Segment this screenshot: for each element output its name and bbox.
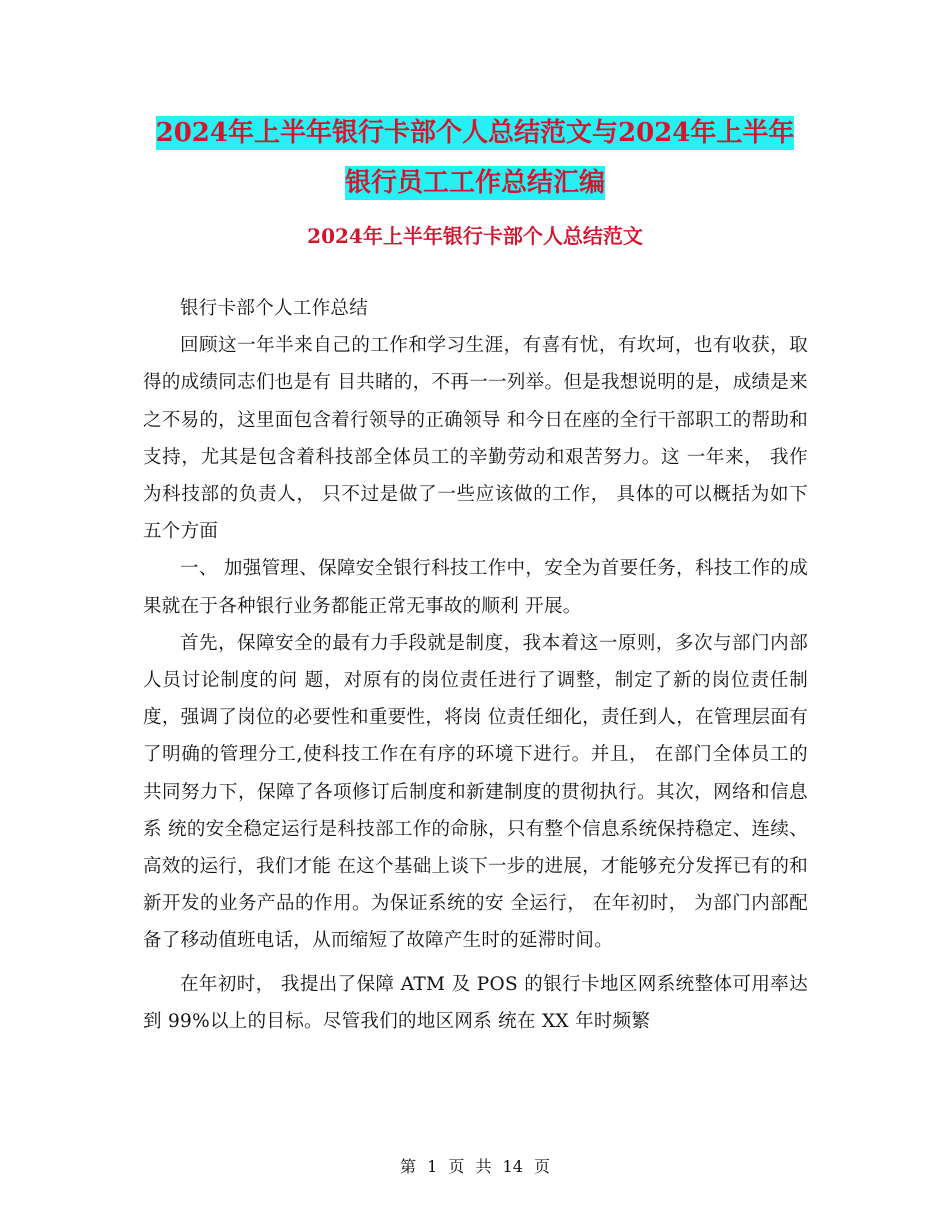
section-title: 2024年上半年银行卡部个人总结范文 xyxy=(307,224,643,248)
paragraph-section-one: 一、 加强管理、保障安全银行科技工作中，安全为首要任务，科技工作的成果就在于各种银行业务都能正常无事故的顺利 开展。 xyxy=(143,558,808,617)
paragraph-review: 回顾这一年半来自己的工作和学习生涯，有喜有忧，有坎坷，也有收获，取得的成绩同志们也是有 目共睹的，不再一一列举。但是我想说明的是，成绩是来之不易的，这里面包含着行领导的正确领导 和今日在座的全行干部职工的帮助和支持，尤其是包含着科技部全体员工的辛勤劳动和艰苦努力。这 一年来， 我作为科技部的负责人， 只不过是做了一些应该做的工作， 具体的可以概括为如下五个方面 xyxy=(143,335,808,543)
paragraph-atm-pos: 在年初时， 我提出了保障 ATM 及 POS 的银行卡地区网系统整体可用率达到 99%以上的目标。尽管我们的地区网系 统在 XX 年时频繁 xyxy=(143,973,808,1032)
document-body xyxy=(143,290,808,1040)
page-footer: 第 1 页 共 14 页 xyxy=(400,1157,550,1176)
paragraph-subtitle: 银行卡部个人工作总结 xyxy=(180,298,369,319)
document-title xyxy=(0,108,950,208)
document-title-line2: 银行员工工作总结汇编 xyxy=(344,168,605,198)
document-title-line1: 2024年上半年银行卡部个人总结范文与2024年上半年 xyxy=(155,118,795,148)
paragraph-security: 首先，保障安全的最有力手段就是制度，我本着这一原则，多次与部门内部人员讨论制度的问 题，对原有的岗位责任进行了调整，制定了新的岗位责任制度，强调了岗位的必要性和重要性，将岗 位责任细化，责任到人，在管理层面有了明确的管理分工,使科技工作在有序的环境下进行。并且， 在部门全体员工的共同努力下，保障了各项修订后制度和新建制度的贯彻执行。其次，网络和信息系 统的安全稳定运行是科技部工作的命脉，只有整个信息系统保持稳定、连续、高效的运行，我们才能 在这个基础上谈下一步的进展，才能够充分发挥已有的和新开发的业务产品的作用。为保证系统的安 全运行， 在年初时， 为部门内部配备了移动值班电话，从而缩短了故障产生时的延滞时间。 xyxy=(143,632,808,952)
